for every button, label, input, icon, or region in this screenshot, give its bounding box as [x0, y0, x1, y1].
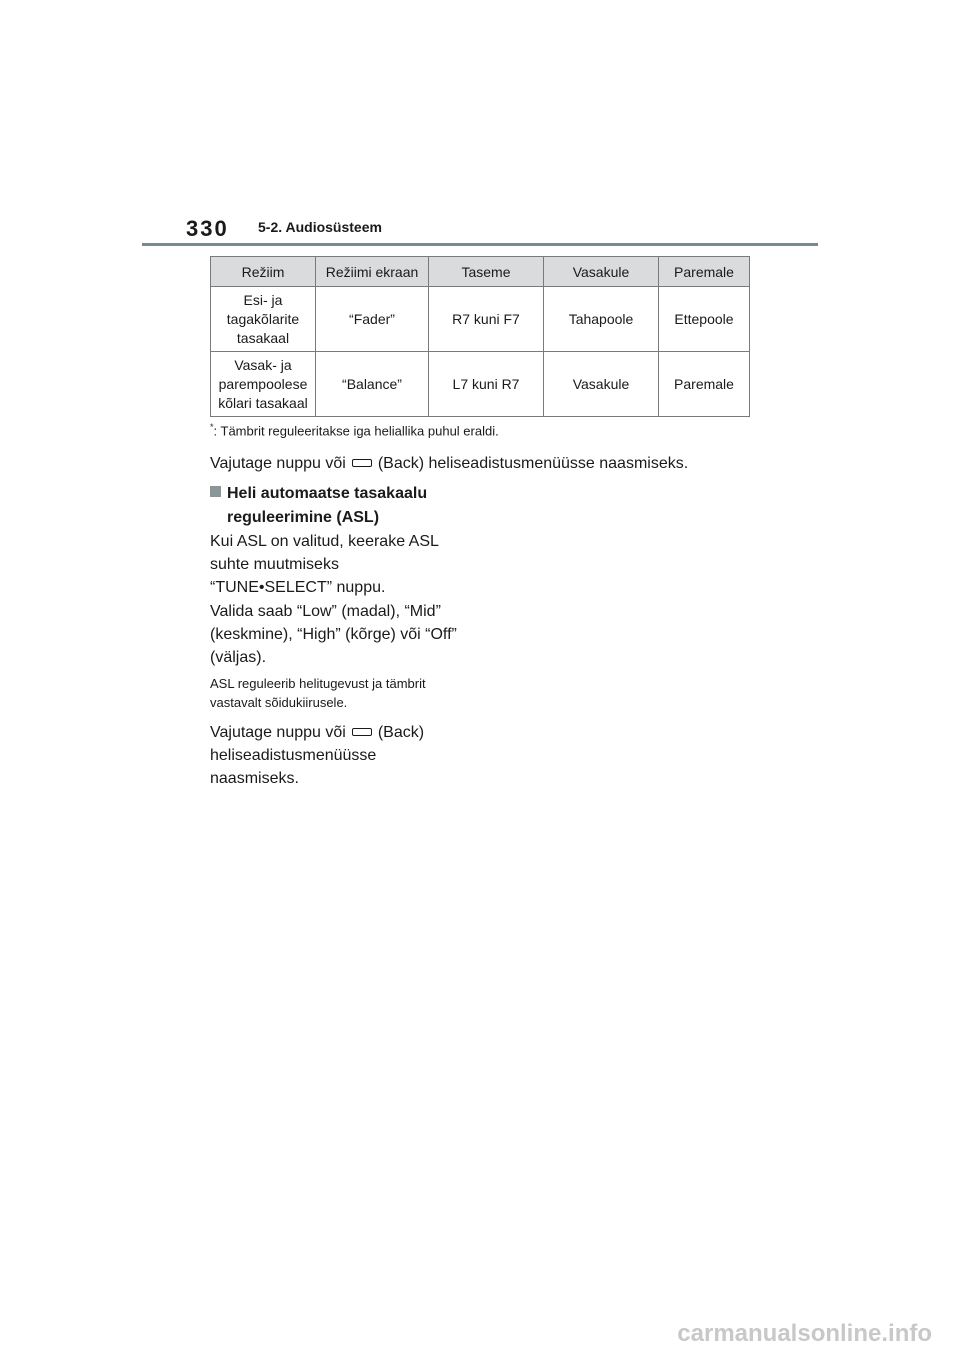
heading-line: reguleerimine (ASL) [227, 509, 380, 526]
col-header: Paremale [659, 257, 750, 287]
asl-heading [210, 482, 427, 530]
note-line: vastavalt sõidukiirusele. [210, 695, 348, 710]
paragraph-text: Vajutage nuppu või [210, 724, 346, 741]
paragraph-line: (väljas). [210, 649, 267, 666]
heading-line: Heli automaatse tasakaalu [227, 485, 428, 502]
section-title: 5-2. Audiosüsteem [258, 219, 382, 235]
table-cell: Paremale [659, 352, 750, 417]
table-cell: Tahapoole [544, 287, 659, 352]
footnote-text: : Tämbrit reguleeritakse iga heliallika puhul eraldi. [213, 423, 499, 439]
table-cell: Vasakule [544, 352, 659, 417]
table-footnote [210, 422, 499, 438]
header-rule [142, 243, 818, 246]
col-header: Vasakule [544, 257, 659, 287]
back-button-icon [352, 728, 372, 736]
col-header: Režiimi ekraan [316, 257, 429, 287]
paragraph-line: Valida saab “Low” (madal), “Mid” [210, 603, 441, 620]
back-instruction-1 [210, 452, 688, 475]
asl-paragraph-1 [210, 530, 439, 599]
col-header: Režiim [211, 257, 316, 287]
paragraph-line: heliseadistusmenüüsse [210, 747, 377, 764]
page-number: 330 [186, 216, 229, 241]
table-header-row [211, 257, 750, 287]
watermark: carmanualsonline.info [677, 1320, 932, 1347]
paragraph-line: (keskmine), “High” (kõrge) või “Off” [210, 626, 457, 643]
asl-paragraph-2 [210, 600, 457, 669]
col-header: Taseme [429, 257, 544, 287]
table-row [211, 287, 750, 352]
paragraph-line: Kui ASL on valitud, keerake ASL [210, 533, 439, 550]
paragraph-text: (Back) heliseadistusmenüüsse naasmiseks. [377, 455, 689, 472]
paragraph-text: (Back) [377, 724, 425, 741]
note-line: ASL reguleerib helitugevust ja tämbrit [210, 676, 426, 691]
settings-table [210, 256, 750, 417]
asl-note [210, 674, 426, 712]
table-row [211, 352, 750, 417]
back-instruction-2 [210, 721, 424, 790]
table-cell: “Fader” [316, 287, 429, 352]
section-square-icon [210, 486, 221, 497]
table-cell: Esi- ja tagakõlarite tasakaal [211, 287, 316, 352]
paragraph-line: naasmiseks. [210, 770, 299, 787]
footnote-marker: * [210, 422, 214, 432]
table-cell: L7 kuni R7 [429, 352, 544, 417]
table-cell: “Balance” [316, 352, 429, 417]
table-cell: Vasak- ja parempoolese kõlari tasakaal [211, 352, 316, 417]
back-button-icon [352, 459, 372, 467]
table-cell: R7 kuni F7 [429, 287, 544, 352]
table-cell: Ettepoole [659, 287, 750, 352]
paragraph-line: suhte muutmiseks [210, 556, 339, 573]
paragraph-text: Vajutage nuppu või [210, 455, 346, 472]
paragraph-line: “TUNE•SELECT” nuppu. [210, 579, 386, 596]
